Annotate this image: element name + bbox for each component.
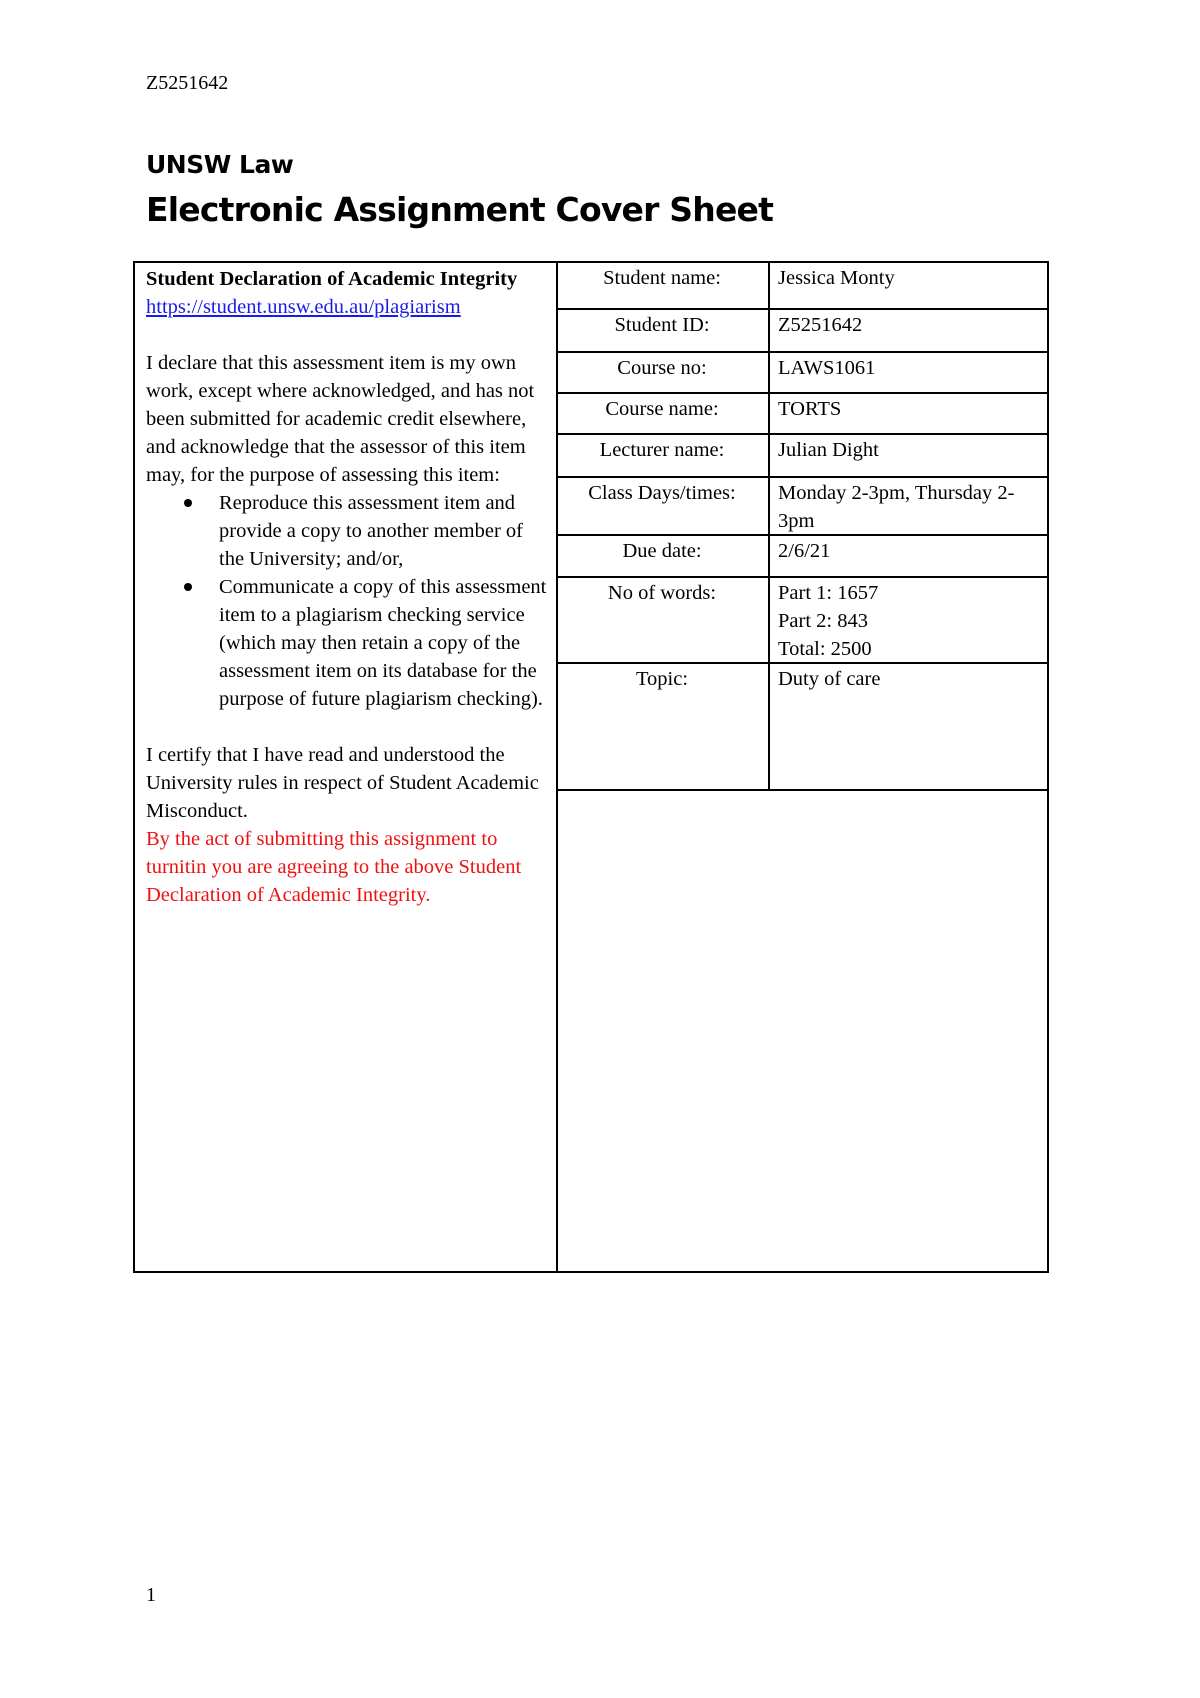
detail-value: Monday 2-3pm, Thursday 2-3pm <box>778 482 1015 532</box>
page-number: 1 <box>146 1584 156 1606</box>
header-student-id: Z5251642 <box>146 72 229 94</box>
detail-row-due-date <box>556 534 1049 578</box>
detail-label: Class Days/times: <box>588 482 736 504</box>
declaration-line: I declare that this assessment item is my own <box>146 352 517 374</box>
detail-row-class-times <box>556 476 1049 536</box>
detail-value: Julian Dight <box>778 439 879 461</box>
detail-value: Z5251642 <box>778 314 863 336</box>
declaration-bullets <box>146 489 550 713</box>
detail-label: Topic: <box>635 668 689 690</box>
certify-line: Misconduct. <box>146 800 248 822</box>
declaration-line: been submitted for academic credit elsewhere, <box>146 408 527 430</box>
word-count-line: Part 2: 843 <box>778 610 868 632</box>
detail-label: Due date: <box>622 540 702 562</box>
organization-name: UNSW Law <box>146 150 294 179</box>
detail-label: No of words: <box>607 582 717 604</box>
word-count-line: Total: 2500 <box>778 638 872 660</box>
certify-line: I certify that I have read and understood the <box>146 744 505 766</box>
detail-value: Jessica Monty <box>778 267 895 289</box>
turnitin-notice: By the act of submitting this assignment to turnitin you are agreeing to the above Student Declaration of Academic Integrity. <box>146 828 522 906</box>
detail-row-lecturer-name <box>556 433 1049 478</box>
document-title: Electronic Assignment Cover Sheet <box>146 190 774 229</box>
declaration-line: and acknowledge that the assessor of this item <box>146 436 526 458</box>
detail-value: TORTS <box>778 398 842 420</box>
detail-label: Course name: <box>605 398 719 420</box>
detail-value: LAWS1061 <box>778 357 876 379</box>
detail-row-topic <box>556 662 1049 791</box>
detail-value <box>778 579 1043 663</box>
detail-label: Student ID: <box>614 314 710 336</box>
bullet-item: Reproduce this assessment item and provide a copy to another member of the University; and/or, <box>219 489 550 573</box>
detail-row-course-no <box>556 351 1049 394</box>
detail-row-student-id <box>556 308 1049 353</box>
certify-line: University rules in respect of Student Academic <box>146 772 539 794</box>
detail-value: Duty of care <box>778 668 881 690</box>
detail-row-word-count <box>556 576 1049 664</box>
declaration-heading: Student Declaration of Academic Integrity <box>146 268 518 290</box>
detail-label: Lecturer name: <box>599 439 725 461</box>
bullet-item: Communicate a copy of this assessment item to a plagiarism checking service (which may then retain a copy of the assessment item on its database for the purpose of future plagiarism checking). <box>219 573 550 713</box>
detail-label: Course no: <box>617 357 707 379</box>
plagiarism-link[interactable]: https://student.unsw.edu.au/plagiarism <box>146 296 461 318</box>
detail-row-course-name <box>556 392 1049 435</box>
detail-value: 2/6/21 <box>778 540 831 562</box>
declaration-cell <box>146 265 550 909</box>
detail-label: Student name: <box>603 267 721 289</box>
declaration-line: may, for the purpose of assessing this item: <box>146 464 500 486</box>
detail-row-student-name <box>556 261 1049 310</box>
word-count-line: Part 1: 1657 <box>778 582 879 604</box>
declaration-line: work, except where acknowledged, and has not <box>146 380 535 402</box>
